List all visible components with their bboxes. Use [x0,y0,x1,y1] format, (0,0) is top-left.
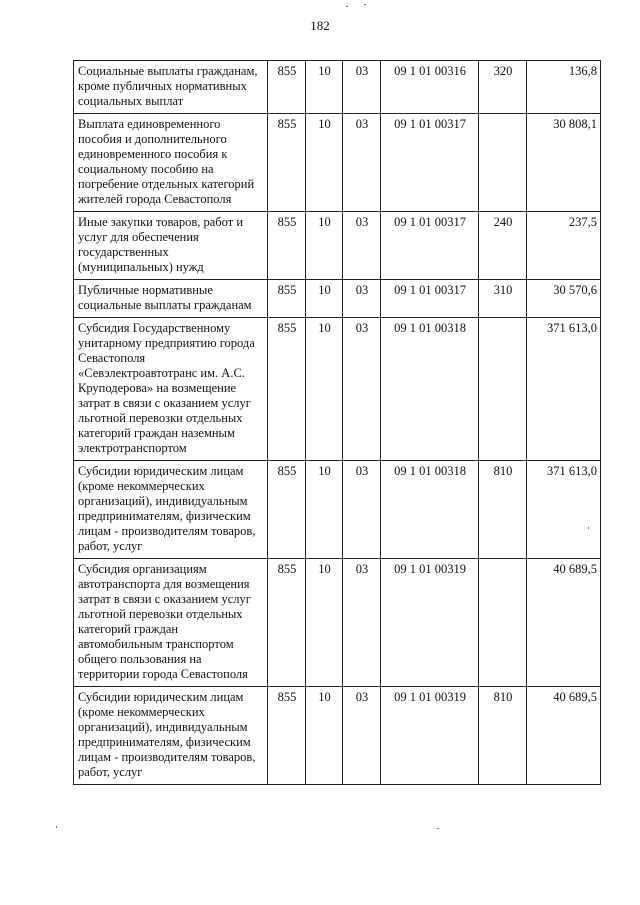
table-row [74,280,601,318]
row-sum: 237,5 [527,212,601,280]
table-row [74,461,601,559]
budget-table [73,60,601,785]
row-grbs: 855 [268,559,306,687]
row-rz: 10 [306,61,343,114]
row-grbs: 855 [268,318,306,461]
row-pr: 03 [343,212,381,280]
row-rz: 10 [306,114,343,212]
scan-speck [364,4,366,5]
table-row [74,114,601,212]
row-csr: 09 1 01 00317 [381,212,479,280]
scan-speck [346,6,348,7]
row-csr: 09 1 01 00317 [381,114,479,212]
row-grbs: 855 [268,212,306,280]
row-name: Субсидия организациям автотранспорта для возмещения затрат в связи с оказанием услуг льготной перевозки отдельных категорий граждан автомобильным транспортом общего пользования на территории города Севастополя [74,559,268,687]
row-grbs: 855 [268,461,306,559]
row-pr: 03 [343,318,381,461]
row-grbs: 855 [268,61,306,114]
row-name: Социальные выплаты гражданам, кроме публичных нормативных социальных выплат [74,61,268,114]
row-sum: 136,8 [527,61,601,114]
row-grbs: 855 [268,114,306,212]
table-row [74,212,601,280]
row-csr: 09 1 01 00318 [381,318,479,461]
row-vr [479,114,527,212]
row-grbs: 855 [268,687,306,785]
row-name: Субсидии юридическим лицам (кроме некоммерческих организаций), индивидуальным предпринимателям, физическим лицам - производителям товаров, работ, услуг [74,461,268,559]
row-name: Публичные нормативные социальные выплаты гражданам [74,280,268,318]
row-csr: 09 1 01 00316 [381,61,479,114]
row-grbs: 855 [268,280,306,318]
scan-speck [56,826,57,828]
row-sum: 40 689,5 [527,559,601,687]
row-sum: 30 808,1 [527,114,601,212]
row-sum: 30 570,6 [527,280,601,318]
row-sum: 40 689,5 [527,687,601,785]
row-name: Субсидия Государственному унитарному предприятию города Севастополя «Севэлектроавтотранс им. А.С. Круподерова» на возмещение затрат в связи с оказанием услуг льготной перевозки отдельных категорий граждан наземным электротранспортом [74,318,268,461]
row-name: Субсидии юридическим лицам (кроме некоммерческих организаций), индивидуальным предпринимателям, физическим лицам - производителям товаров, работ, услуг [74,687,268,785]
row-pr: 03 [343,61,381,114]
scan-speck [437,828,439,829]
row-vr [479,318,527,461]
table-row [74,61,601,114]
row-pr: 03 [343,687,381,785]
row-rz: 10 [306,687,343,785]
row-rz: 10 [306,318,343,461]
table-row [74,318,601,461]
row-sum: 371 613,0 [527,318,601,461]
row-rz: 10 [306,461,343,559]
scan-speck [588,527,589,529]
row-name: Иные закупки товаров, работ и услуг для обеспечения государственных (муниципальных) нужд [74,212,268,280]
row-csr: 09 1 01 00317 [381,280,479,318]
row-vr: 320 [479,61,527,114]
row-vr: 810 [479,687,527,785]
row-vr [479,559,527,687]
row-csr: 09 1 01 00319 [381,559,479,687]
row-csr: 09 1 01 00318 [381,461,479,559]
table-row [74,687,601,785]
row-pr: 03 [343,559,381,687]
row-pr: 03 [343,114,381,212]
row-rz: 10 [306,559,343,687]
row-pr: 03 [343,280,381,318]
row-vr: 240 [479,212,527,280]
row-csr: 09 1 01 00319 [381,687,479,785]
row-name: Выплата единовременного пособия и дополнительного единовременного пособия к социальному пособию на погребение отдельных категорий жителей города Севастополя [74,114,268,212]
row-vr: 810 [479,461,527,559]
page-number: 182 [310,18,330,33]
row-pr: 03 [343,461,381,559]
row-sum: 371 613,0 [527,461,601,559]
row-rz: 10 [306,280,343,318]
row-rz: 10 [306,212,343,280]
row-vr: 310 [479,280,527,318]
table-row [74,559,601,687]
